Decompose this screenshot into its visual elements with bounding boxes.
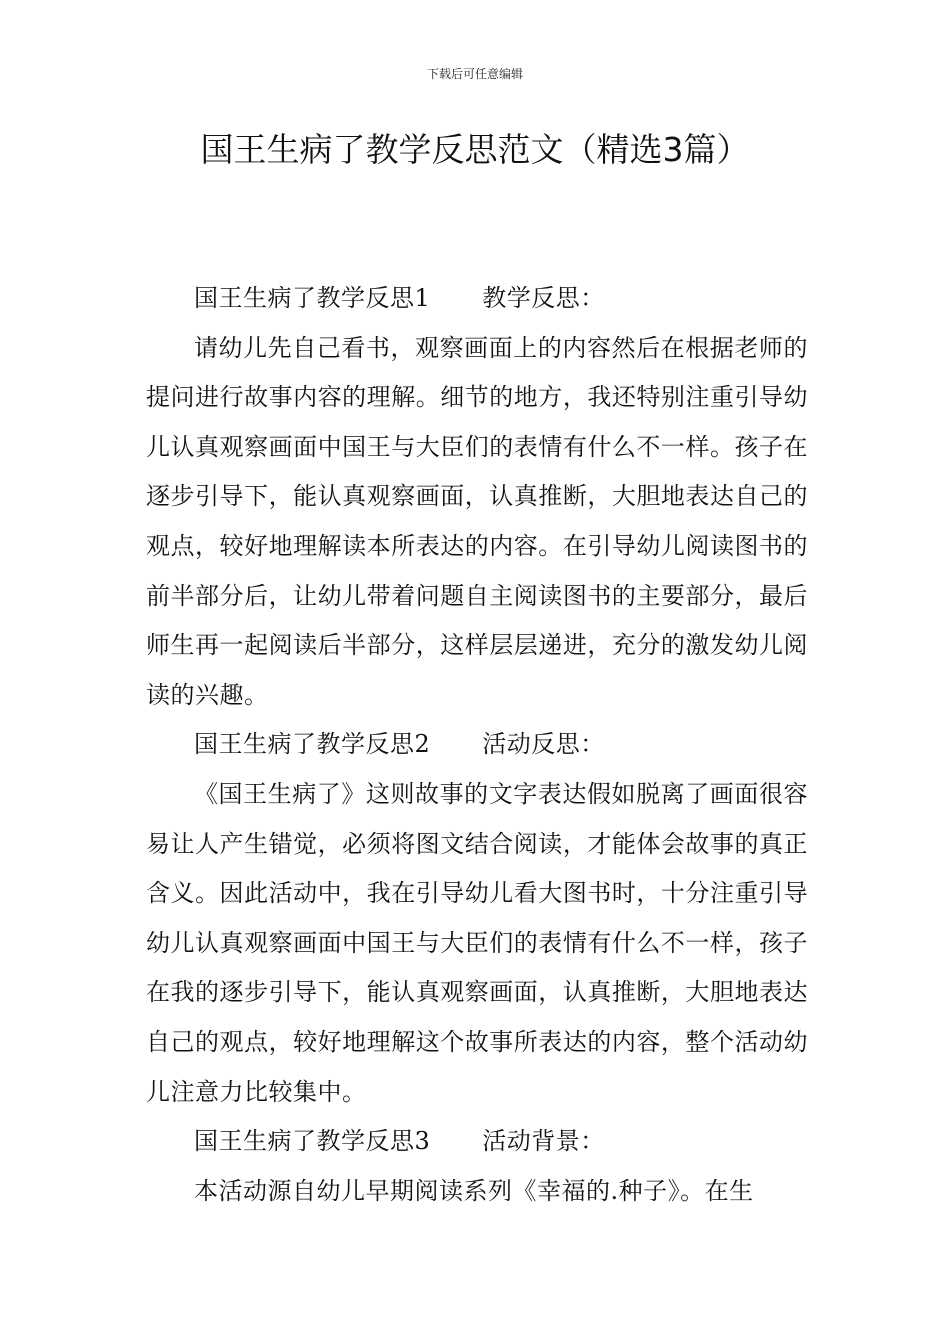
section-title: 国王生病了教学反思1	[194, 284, 431, 312]
section-title: 国王生病了教学反思2	[194, 730, 431, 759]
section-paragraph: 本活动源自幼儿早期阅读系列《幸福的.种子》。在生	[194, 1176, 754, 1205]
section-title: 国王生病了教学反思3	[194, 1127, 431, 1156]
header-watermark: 下载后可任意编辑	[426, 67, 523, 81]
document-title: 国王生病了教学反思范文（精选3篇）	[200, 130, 750, 169]
section-subtitle: 活动背景：	[482, 1127, 605, 1156]
section-heading-1	[146, 274, 808, 324]
section-paragraph: 《国王生病了》这则故事的文字表达假如脱离了画面很容易让人产生错觉，必须将图文结合阅读，才能体会故事的真正含义。因此活动中，我在引导幼儿看大图书时，十分注重引导幼儿认真观察画面中国王与大臣们的表情有什么不一样，孩子在我的逐步引导下，能认真观察画面，认真推断，大胆地表达自己的观点，较好地理解这个故事所表达的内容，整个活动幼儿注意力比较集中。	[146, 779, 808, 1106]
section-paragraph: 请幼儿先自己看书，观察画面上的内容然后在根据老师的提问进行故事内容的理解。细节的地方，我还特别注重引导幼儿认真观察画面中国王与大臣们的表情有什么不一样。孩子在逐步引导下，能认真观察画面，认真推断，大胆地表达自己的观点，较好地理解读本所表达的内容。在引导幼儿阅读图书的前半部分后，让幼儿带着问题自主阅读图书的主要部分，最后师生再一起阅读后半部分，这样层层递进，充分的激发幼儿阅读的兴趣。	[146, 333, 808, 709]
section-heading-2	[146, 720, 808, 770]
section-subtitle: 活动反思：	[482, 730, 605, 759]
document-body	[146, 274, 808, 1216]
section-subtitle: 教学反思：	[482, 284, 605, 312]
section-heading-3	[146, 1117, 808, 1167]
